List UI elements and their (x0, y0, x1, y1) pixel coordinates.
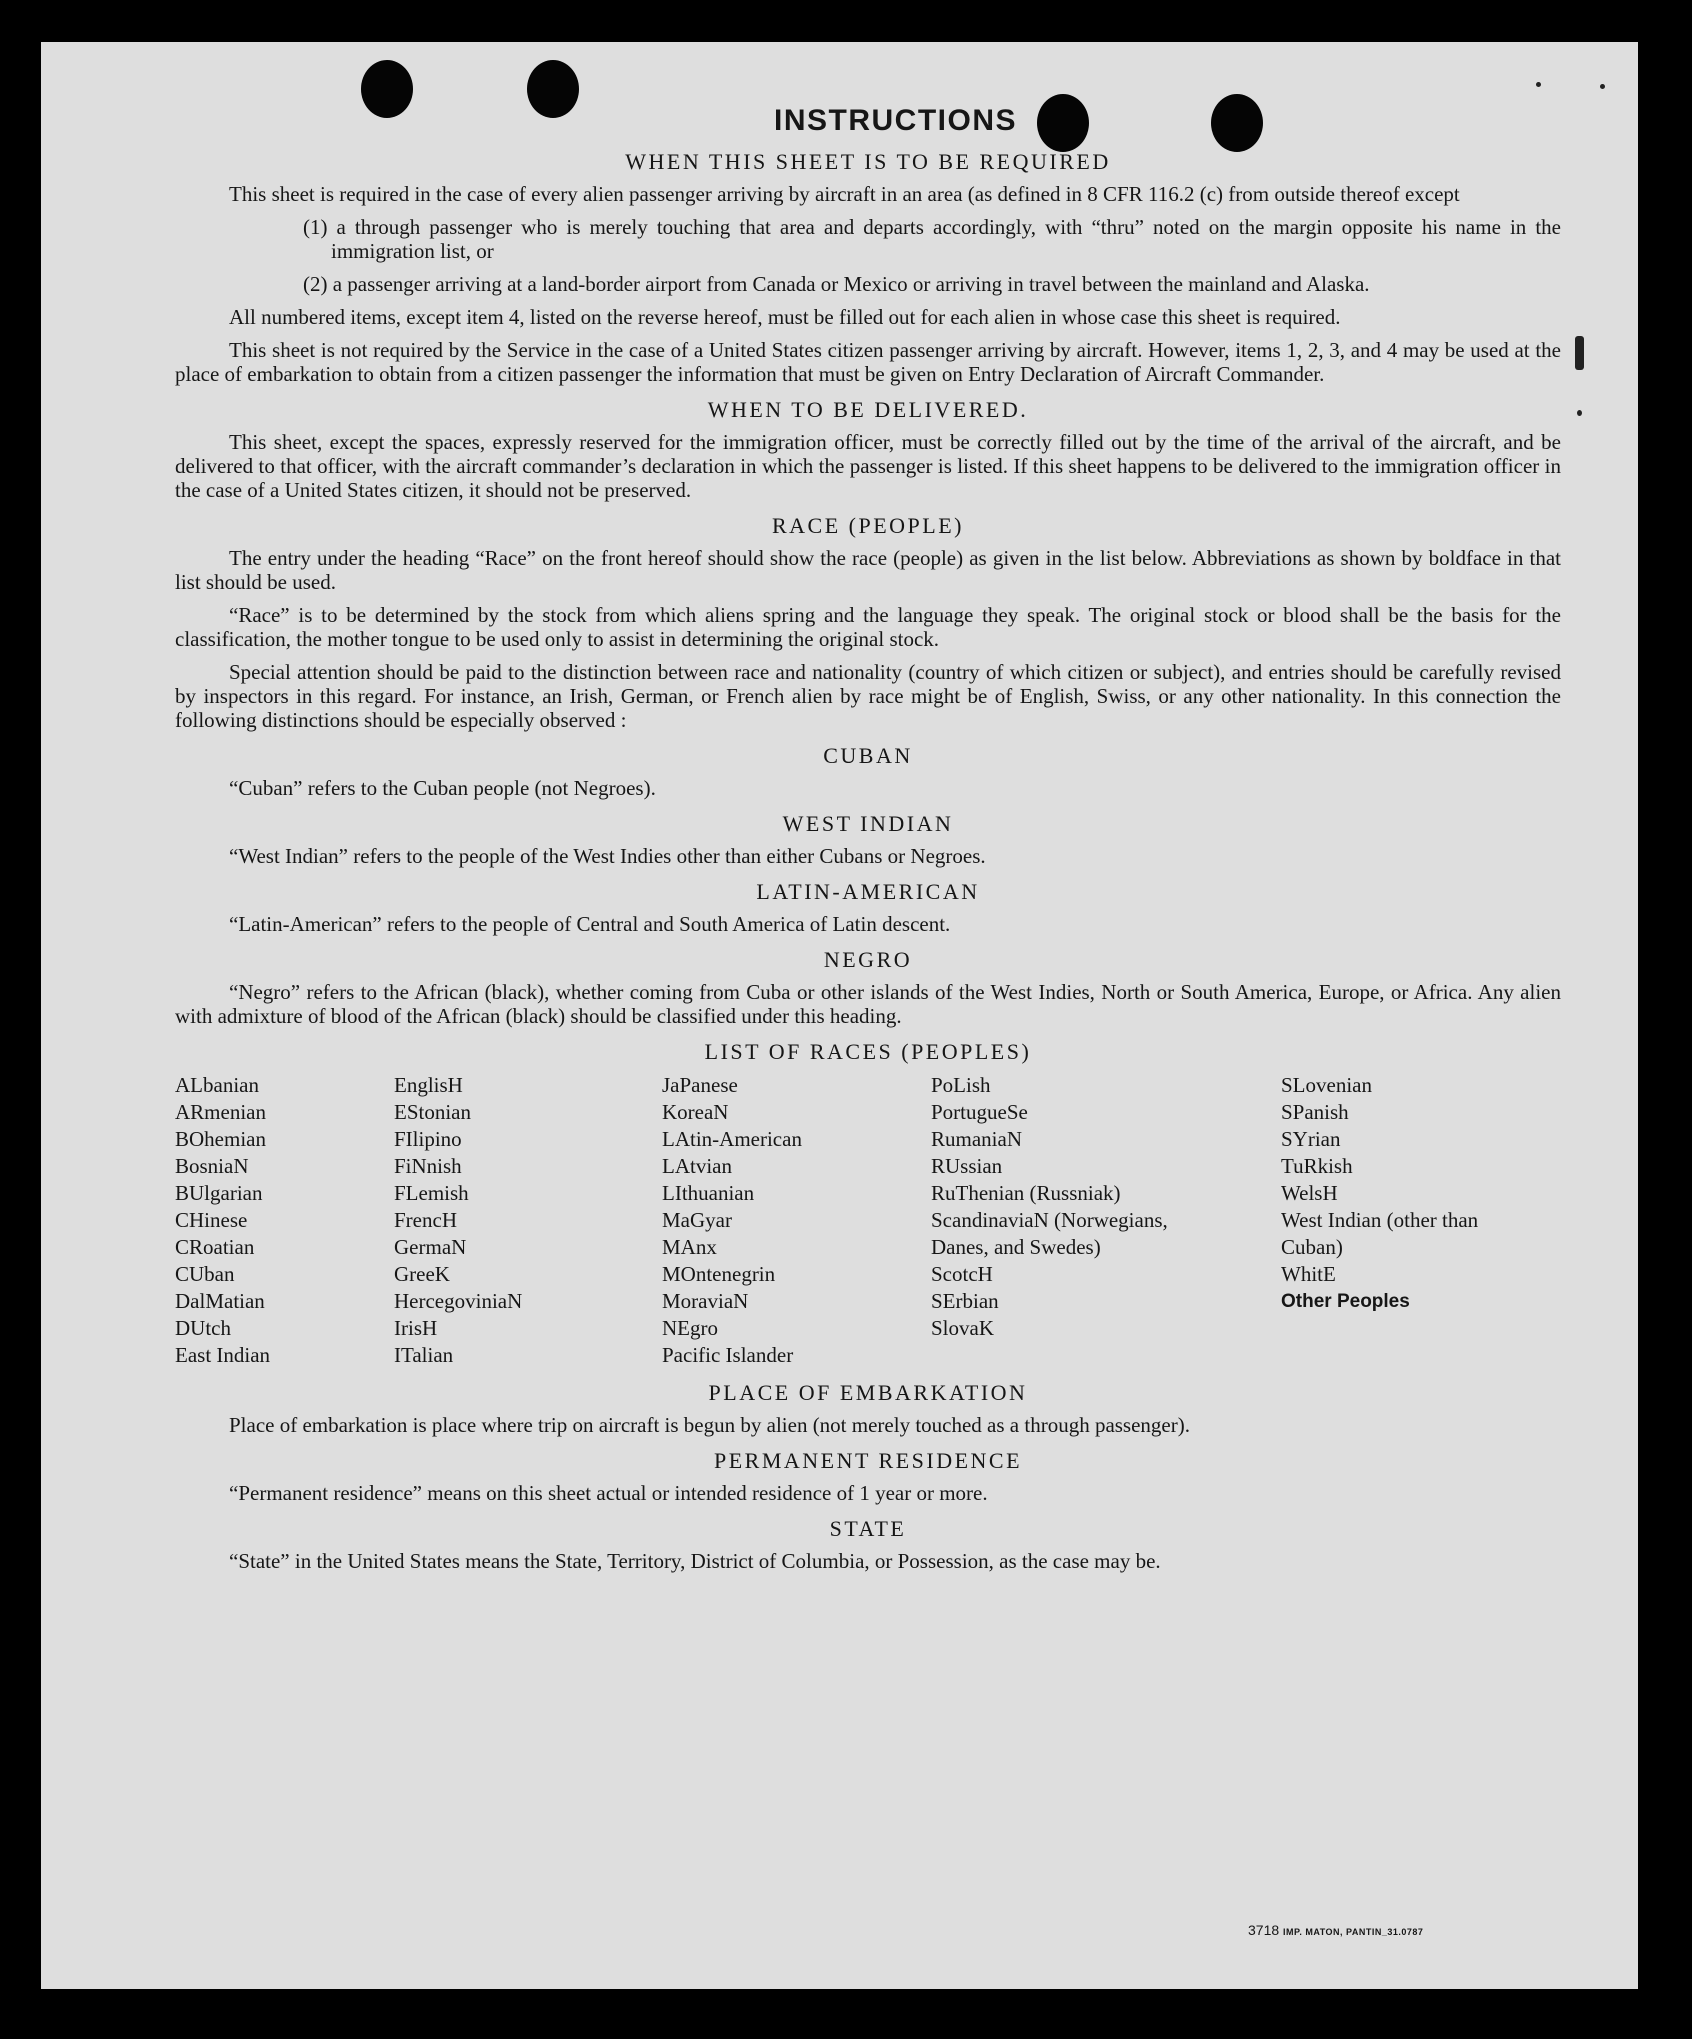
race-entry: EStonian (394, 1100, 471, 1124)
section-heading: WHEN THIS SHEET IS TO BE REQUIRED (625, 149, 1111, 174)
race-entry: Other Peoples (1281, 1291, 1410, 1312)
race-entry: BosniaN (175, 1154, 249, 1178)
imprint-text: IMP. MATON, PANTIN_31.0787 (1283, 1927, 1424, 1937)
race-entry: FLemish (394, 1181, 469, 1205)
paragraph: This sheet is required in the case of every alien passenger arriving by aircraft in an area (as defined in 8 CFR 116.2 (c) from outside thereof except (229, 182, 1460, 206)
paragraph: This sheet is not required by the Service in the case of a United States citizen passenger arriving by aircraft. However, items 1, 2, 3, and 4 may be used at the place of embarkation to obtain from a citizen passenger the information that must be given on Entry Declaration of Aircraft Commander. (175, 338, 1561, 386)
races-column (1281, 1072, 1521, 1369)
section-heading: LIST OF RACES (PEOPLES) (704, 1039, 1032, 1064)
race-entry: ScotcH (931, 1262, 993, 1286)
list-item: (1) a through passenger who is merely touching that area and departs accordingly, with “thru” noted on the margin opposite his name in the immigration list, or (303, 215, 1561, 263)
instructions-content (175, 104, 1561, 1582)
race-entry: LIthuanian (662, 1181, 755, 1205)
form-number: 3718 (1248, 1922, 1280, 1938)
section-heading: LATIN-AMERICAN (756, 879, 980, 904)
paragraph: “Permanent residence” means on this sheet actual or intended residence of 1 year or more. (229, 1481, 988, 1505)
paragraph: “Negro” refers to the African (black), whether coming from Cuba or other islands of the West Indies, North or South America, Europe, or Africa. Any alien with admixture of blood of the African (black) should be classified under this heading. (175, 980, 1561, 1028)
section-negro (175, 947, 1561, 1028)
section-west-indian (175, 811, 1561, 868)
race-entry: NEgro (662, 1316, 718, 1340)
paragraph: The entry under the heading “Race” on the front hereof should show the race (people) as given in the list below. Abbreviations as shown by boldface in that list should be used. (175, 546, 1561, 594)
section-delivered (175, 397, 1561, 502)
paragraph: Special attention should be paid to the distinction between race and nationality (country of which citizen or subject), and entries should be carefully revised by inspectors in this regard. For instance, an Irish, German, or French alien by race might be of English, Swiss, or any other nationality. In this connection the following distinctions should be especially observed : (175, 660, 1561, 732)
race-entry: ARmenian (175, 1100, 266, 1124)
race-entry: MOntenegrin (662, 1262, 776, 1286)
race-entry: FrencH (394, 1208, 457, 1232)
race-entry: WhitE (1281, 1262, 1336, 1286)
races-column (175, 1072, 394, 1369)
paragraph: “State” in the United States means the State, Territory, District of Columbia, or Possession, as the case may be. (229, 1549, 1161, 1573)
section-latin-american (175, 879, 1561, 936)
race-entry: PortugueSe (931, 1100, 1028, 1124)
race-entry: WelsH (1281, 1181, 1338, 1205)
race-entry: PoLish (931, 1073, 991, 1097)
section-heading: PERMANENT RESIDENCE (713, 1448, 1023, 1473)
race-entry: GreeK (394, 1262, 450, 1286)
paper-speck (1600, 84, 1605, 89)
paragraph: “Race” is to be determined by the stock from which aliens spring and the language they speak. The original stock or blood shall be the basis for the classification, the mother tongue to be used only to assist in determining the original stock. (175, 603, 1561, 651)
race-entry: SErbian (931, 1289, 999, 1313)
race-entry: BUlgarian (175, 1181, 263, 1205)
section-state (175, 1516, 1561, 1573)
race-entry: HercegoviniaN (394, 1289, 523, 1313)
section-heading: PLACE OF EMBARKATION (708, 1380, 1028, 1405)
race-entry: DalMatian (175, 1289, 265, 1313)
race-entry: ScandinaviaN (Norwegians, Danes, and Swedes) (931, 1208, 1168, 1259)
race-entry: MAnx (662, 1235, 717, 1259)
race-entry: FiNnish (394, 1154, 462, 1178)
printer-imprint (1248, 1922, 1423, 1938)
race-entry: East Indian (175, 1343, 271, 1367)
paragraph: All numbered items, except item 4, listed on the reverse hereof, must be filled out for each alien in whose case this sheet is required. (229, 305, 1341, 329)
paper-speck (1577, 410, 1582, 416)
document-sheet (41, 42, 1638, 1989)
race-entry: SlovaK (931, 1316, 994, 1340)
race-entry: SLovenian (1281, 1073, 1372, 1097)
race-entry: CRoatian (175, 1235, 255, 1259)
race-entry: RUssian (931, 1154, 1003, 1178)
race-entry: TuRkish (1281, 1154, 1353, 1178)
paragraph: This sheet, except the spaces, expressly reserved for the immigration officer, must be correctly filled out by the time of the arrival of the aircraft, and be delivered to that officer, with the aircraft commander’s declaration in which the passenger is listed. If this sheet happens to be delivered to the immigration officer in the case of a United States citizen, it should not be preserved. (175, 430, 1561, 502)
races-list (175, 1072, 1561, 1369)
race-entry: EnglisH (394, 1073, 463, 1097)
race-entry: IrisH (394, 1316, 438, 1340)
section-heading: WHEN TO BE DELIVERED. (707, 397, 1029, 422)
race-entry: CUban (175, 1262, 235, 1286)
race-entry: Pacific Islander (662, 1343, 794, 1367)
race-entry: GermaN (394, 1235, 467, 1259)
section-permanent-residence (175, 1448, 1561, 1505)
race-entry: SYrian (1281, 1127, 1341, 1151)
section-cuban (175, 743, 1561, 800)
race-entry: West Indian (other than Cuban) (1281, 1208, 1479, 1259)
race-entry: RumaniaN (931, 1127, 1022, 1151)
race-entry: SPanish (1281, 1100, 1349, 1124)
paragraph: Place of embarkation is place where trip on aircraft is begun by alien (not merely touched as a through passenger). (229, 1413, 1190, 1437)
section-heading: STATE (829, 1516, 907, 1541)
section-heading: WEST INDIAN (782, 811, 954, 836)
race-entry: CHinese (175, 1208, 248, 1232)
race-entry: MaGyar (662, 1208, 732, 1232)
races-column (931, 1072, 1281, 1369)
paper-speck (1536, 82, 1541, 87)
races-column (662, 1072, 931, 1369)
race-entry: RuThenian (Russniak) (931, 1181, 1121, 1205)
race-entry: FIlipino (394, 1127, 462, 1151)
list-item: (2) a passenger arriving at a land-border airport from Canada or Mexico or arriving in travel between the mainland and Alaska. (303, 272, 1370, 296)
race-entry: MoraviaN (662, 1289, 749, 1313)
race-entry: LAtvian (662, 1154, 732, 1178)
paper-speck (1575, 336, 1584, 370)
paragraph: “Cuban” refers to the Cuban people (not Negroes). (229, 776, 656, 800)
section-race (175, 513, 1561, 732)
page-title: INSTRUCTIONS (774, 104, 1017, 137)
section-heading: NEGRO (823, 947, 913, 972)
race-entry: ITalian (394, 1343, 454, 1367)
section-heading: CUBAN (823, 743, 913, 768)
races-column (394, 1072, 662, 1369)
race-entry: DUtch (175, 1316, 231, 1340)
races-list-section (175, 1039, 1561, 1369)
section-required (175, 149, 1561, 386)
section-embarkation (175, 1380, 1561, 1437)
race-entry: JaPanese (662, 1073, 738, 1097)
race-entry: ALbanian (175, 1073, 259, 1097)
race-entry: BOhemian (175, 1127, 266, 1151)
paragraph: “West Indian” refers to the people of the West Indies other than either Cubans or Negroes. (229, 844, 986, 868)
race-entry: LAtin-American (662, 1127, 802, 1151)
section-heading: RACE (PEOPLE) (772, 513, 964, 538)
race-entry: KoreaN (662, 1100, 729, 1124)
paragraph: “Latin-American” refers to the people of Central and South America of Latin descent. (229, 912, 951, 936)
